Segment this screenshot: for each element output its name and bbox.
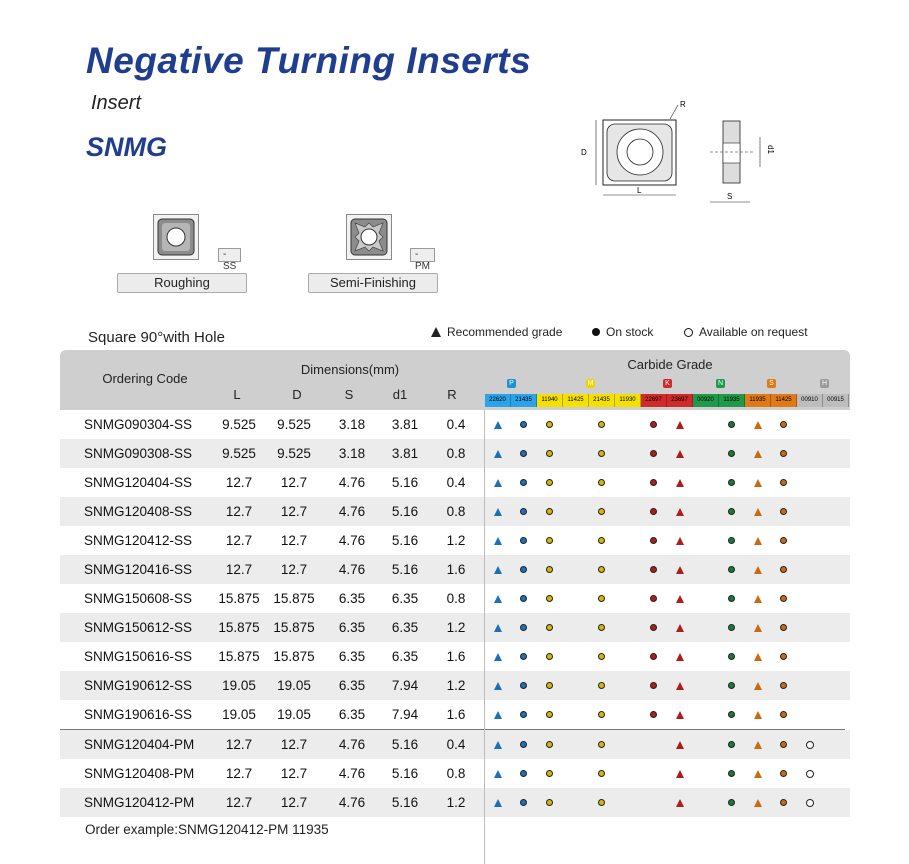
drawing-label-d: D: [581, 148, 587, 157]
on-stock-mark: [647, 534, 660, 547]
recommended-grade-mark: [491, 476, 504, 489]
triangle-icon: [431, 327, 441, 337]
recommended-grade-mark: [673, 534, 686, 547]
recommended-grade-mark: [673, 592, 686, 605]
dim-s-cell: 4.76: [338, 737, 366, 752]
dim-s-cell: 6.35: [338, 707, 366, 722]
recommended-grade-mark: [673, 679, 686, 692]
grade-code-box: 00910: [797, 394, 823, 407]
recommended-grade-mark: [491, 592, 504, 605]
recommended-grade-mark: [751, 738, 764, 751]
on-stock-mark: [543, 418, 556, 431]
recommended-grade-mark: [673, 418, 686, 431]
dim-d1-cell: 7.94: [391, 707, 419, 722]
recommended-grade-mark: [673, 796, 686, 809]
header-dim-s: S: [344, 387, 354, 402]
on-stock-mark: [543, 708, 556, 721]
recommended-grade-mark: [491, 563, 504, 576]
dim-l-cell: 9.525: [222, 446, 256, 461]
on-stock-mark: [517, 534, 530, 547]
on-stock-mark: [543, 592, 556, 605]
on-stock-mark: [647, 418, 660, 431]
dim-r-cell: 1.6: [446, 707, 466, 722]
table-row: [60, 700, 850, 729]
table-row: [60, 671, 850, 700]
on-stock-mark: [777, 708, 790, 721]
grade-code-box: 22697: [641, 394, 667, 407]
table-row: [60, 584, 850, 613]
table-row: [60, 555, 850, 584]
ordering-code-cell: SNMG090304-SS: [84, 417, 193, 432]
on-stock-mark: [777, 418, 790, 431]
on-stock-mark: [517, 767, 530, 780]
semi-finishing-tag: -PM: [410, 248, 435, 262]
on-stock-mark: [725, 476, 738, 489]
header-dim-r: R: [447, 387, 457, 402]
dim-d-cell: 19.05: [277, 707, 311, 722]
recommended-grade-mark: [673, 505, 686, 518]
dim-r-cell: 0.8: [446, 504, 466, 519]
dim-d1-cell: 3.81: [391, 417, 419, 432]
on-stock-mark: [777, 476, 790, 489]
dim-d-cell: 15.875: [273, 649, 315, 664]
grade-group-m-icon: M: [587, 380, 594, 387]
on-stock-mark: [595, 592, 608, 605]
roughing-tag: -SS: [218, 248, 241, 262]
dim-s-cell: 4.76: [338, 766, 366, 781]
dim-l-cell: 15.875: [218, 649, 260, 664]
header-dim-d1: d1: [392, 387, 408, 402]
table-row: [60, 788, 850, 817]
table-row: [60, 439, 850, 468]
recommended-grade-mark: [751, 447, 764, 460]
dim-r-cell: 0.8: [446, 766, 466, 781]
dim-d1-cell: 5.16: [391, 737, 419, 752]
grade-code-box: 00920: [693, 394, 719, 407]
on-stock-mark: [777, 738, 790, 751]
header-dimensions: Dimensions(mm): [300, 362, 400, 377]
dim-d-cell: 9.525: [277, 417, 311, 432]
dim-s-cell: 3.18: [338, 446, 366, 461]
table-row: [60, 497, 850, 526]
dim-s-cell: 4.76: [338, 533, 366, 548]
on-stock-mark: [595, 476, 608, 489]
on-stock-mark: [725, 796, 738, 809]
legend-recommended-label: Recommended grade: [447, 325, 563, 339]
on-request-mark: [803, 796, 816, 809]
order-example: Order example:SNMG120412-PM 11935: [85, 822, 329, 837]
grade-code-box: 11930: [615, 394, 641, 407]
dim-d1-cell: 5.16: [391, 475, 419, 490]
drawing-label-l: L: [637, 186, 642, 195]
grade-group-p-icon: P: [507, 379, 516, 388]
on-stock-mark: [725, 767, 738, 780]
on-stock-mark: [517, 418, 530, 431]
on-stock-mark: [543, 650, 556, 663]
on-stock-mark: [543, 796, 556, 809]
dim-d1-cell: 3.81: [391, 446, 419, 461]
dim-s-cell: 4.76: [338, 562, 366, 577]
dim-d1-cell: 5.16: [391, 504, 419, 519]
dim-s-cell: 6.35: [338, 591, 366, 606]
on-stock-mark: [647, 679, 660, 692]
dim-l-cell: 15.875: [218, 591, 260, 606]
page-subtitle: Insert: [91, 92, 142, 114]
recommended-grade-mark: [491, 534, 504, 547]
inserts-table: [60, 350, 850, 817]
on-stock-mark: [647, 621, 660, 634]
dim-r-cell: 1.2: [446, 795, 466, 810]
grade-code-box: 23697: [667, 394, 693, 407]
on-stock-mark: [595, 796, 608, 809]
dim-d-cell: 12.7: [280, 737, 308, 752]
on-stock-mark: [777, 592, 790, 605]
on-stock-mark: [517, 621, 530, 634]
recommended-grade-mark: [491, 738, 504, 751]
on-stock-mark: [725, 563, 738, 576]
dim-d-cell: 12.7: [280, 766, 308, 781]
on-stock-mark: [595, 679, 608, 692]
header-carbide-grade: Carbide Grade: [627, 357, 713, 372]
on-stock-mark: [777, 563, 790, 576]
on-stock-mark: [595, 563, 608, 576]
on-stock-mark: [777, 650, 790, 663]
on-stock-mark: [647, 476, 660, 489]
dim-r-cell: 0.4: [446, 475, 466, 490]
grade-code-box: 00915: [823, 394, 849, 407]
semi-finishing-insert-image: [346, 214, 392, 260]
recommended-grade-mark: [491, 767, 504, 780]
on-stock-mark: [517, 592, 530, 605]
recommended-grade-mark: [491, 447, 504, 460]
dim-d1-cell: 5.16: [391, 562, 419, 577]
grade-group-h-icon: H: [821, 380, 828, 387]
table-row: [60, 642, 850, 671]
on-stock-mark: [517, 563, 530, 576]
dim-r-cell: 1.6: [446, 562, 466, 577]
ordering-code-cell: SNMG150616-SS: [84, 649, 193, 664]
recommended-grade-mark: [491, 796, 504, 809]
ordering-code-cell: SNMG190612-SS: [84, 678, 193, 693]
dim-d-cell: 15.875: [273, 591, 315, 606]
dim-r-cell: 0.8: [446, 446, 466, 461]
on-stock-mark: [647, 563, 660, 576]
on-stock-mark: [777, 796, 790, 809]
grade-code-box: 11425: [563, 394, 589, 407]
on-stock-mark: [543, 621, 556, 634]
dim-d-cell: 19.05: [277, 678, 311, 693]
table-row: [60, 730, 850, 759]
on-stock-mark: [647, 708, 660, 721]
roughing-label: Roughing: [117, 273, 247, 293]
roughing-insert-image: [153, 214, 199, 260]
dim-d-cell: 12.7: [280, 504, 308, 519]
dim-d-cell: 12.7: [280, 533, 308, 548]
recommended-grade-mark: [673, 767, 686, 780]
dim-d1-cell: 5.16: [391, 766, 419, 781]
on-stock-mark: [543, 738, 556, 751]
ordering-code-cell: SNMG120416-SS: [84, 562, 193, 577]
recommended-grade-mark: [751, 418, 764, 431]
on-stock-mark: [517, 505, 530, 518]
dim-r-cell: 0.4: [446, 737, 466, 752]
on-stock-mark: [595, 505, 608, 518]
dim-l-cell: 12.7: [225, 795, 253, 810]
recommended-grade-mark: [751, 476, 764, 489]
dim-r-cell: 1.2: [446, 620, 466, 635]
drawing-label-d1: d1: [766, 145, 775, 154]
dim-d1-cell: 6.35: [391, 620, 419, 635]
ordering-code-cell: SNMG150608-SS: [84, 591, 193, 606]
on-stock-mark: [595, 447, 608, 460]
recommended-grade-mark: [673, 738, 686, 751]
dim-l-cell: 12.7: [225, 766, 253, 781]
on-stock-mark: [595, 418, 608, 431]
ordering-code-cell: SNMG190616-SS: [84, 707, 193, 722]
dim-r-cell: 1.2: [446, 533, 466, 548]
dim-l-cell: 15.875: [218, 620, 260, 635]
dim-d-cell: 12.7: [280, 562, 308, 577]
recommended-grade-mark: [491, 505, 504, 518]
header-ordering-code: Ordering Code: [102, 371, 188, 386]
on-stock-mark: [543, 476, 556, 489]
ordering-code-cell: SNMG120408-PM: [84, 766, 195, 781]
on-stock-mark: [777, 447, 790, 460]
on-stock-mark: [725, 679, 738, 692]
table-row: [60, 468, 850, 497]
dim-d1-cell: 6.35: [391, 649, 419, 664]
semi-finishing-label: Semi-Finishing: [308, 273, 438, 293]
on-stock-mark: [725, 534, 738, 547]
recommended-grade-mark: [751, 650, 764, 663]
table-row: [60, 613, 850, 642]
on-stock-mark: [777, 505, 790, 518]
on-stock-mark: [647, 447, 660, 460]
table-row: [60, 526, 850, 555]
legend-on-request: [684, 325, 808, 339]
insert-code: SNMG: [86, 132, 167, 162]
dim-s-cell: 4.76: [338, 795, 366, 810]
recommended-grade-mark: [673, 563, 686, 576]
page-title: Negative Turning Inserts: [86, 40, 532, 81]
legend-on-stock-label: On stock: [606, 325, 654, 339]
dim-d1-cell: 5.16: [391, 795, 419, 810]
on-request-mark: [803, 767, 816, 780]
on-stock-mark: [543, 563, 556, 576]
on-stock-mark: [543, 767, 556, 780]
on-stock-mark: [595, 767, 608, 780]
ordering-code-cell: SNMG120408-SS: [84, 504, 193, 519]
header-dim-d: D: [292, 387, 302, 402]
grade-code-box: 11935: [745, 394, 771, 407]
recommended-grade-mark: [751, 796, 764, 809]
recommended-grade-mark: [673, 447, 686, 460]
dim-r-cell: 1.6: [446, 649, 466, 664]
dim-s-cell: 6.35: [338, 678, 366, 693]
grade-code-box: 11935: [719, 394, 745, 407]
on-stock-mark: [647, 650, 660, 663]
recommended-grade-mark: [751, 621, 764, 634]
table-body: [60, 410, 850, 817]
grade-code-strip: [485, 394, 849, 407]
grade-group-k-icon: K: [663, 379, 672, 388]
dim-d-cell: 15.875: [273, 620, 315, 635]
on-stock-mark: [517, 476, 530, 489]
on-stock-mark: [725, 592, 738, 605]
recommended-grade-mark: [751, 534, 764, 547]
recommended-grade-mark: [673, 650, 686, 663]
table-row: [60, 410, 850, 439]
grade-group-s-icon: S: [767, 379, 776, 388]
on-stock-mark: [725, 447, 738, 460]
on-stock-mark: [595, 738, 608, 751]
on-stock-mark: [777, 767, 790, 780]
section-label: Square 90°with Hole: [88, 329, 225, 346]
on-stock-mark: [517, 708, 530, 721]
recommended-grade-mark: [673, 476, 686, 489]
dim-s-cell: 3.18: [338, 417, 366, 432]
legend-on-request-label: Available on request: [699, 325, 808, 339]
recommended-grade-mark: [751, 505, 764, 518]
on-stock-mark: [517, 738, 530, 751]
grade-code-box: 21435: [511, 394, 537, 407]
recommended-grade-mark: [491, 708, 504, 721]
on-stock-mark: [725, 505, 738, 518]
drawing-label-s: S: [727, 192, 733, 201]
dim-l-cell: 12.7: [225, 475, 253, 490]
ordering-code-cell: SNMG120404-PM: [84, 737, 195, 752]
on-stock-mark: [595, 708, 608, 721]
technical-drawing: [570, 95, 800, 210]
dim-d-cell: 9.525: [277, 446, 311, 461]
on-stock-mark: [725, 708, 738, 721]
dim-d1-cell: 5.16: [391, 533, 419, 548]
table-row: [60, 759, 850, 788]
recommended-grade-mark: [751, 679, 764, 692]
dim-d-cell: 12.7: [280, 795, 308, 810]
table-header: [60, 350, 850, 410]
recommended-grade-mark: [751, 767, 764, 780]
recommended-grade-mark: [491, 679, 504, 692]
drawing-label-r: R: [680, 100, 686, 109]
column-divider: [484, 410, 485, 864]
ordering-code-cell: SNMG120412-SS: [84, 533, 193, 548]
grade-code-box: 22620: [485, 394, 511, 407]
grade-code-box: 21435: [589, 394, 615, 407]
header-dim-l: L: [233, 387, 241, 402]
dim-s-cell: 4.76: [338, 475, 366, 490]
recommended-grade-mark: [751, 708, 764, 721]
on-stock-mark: [777, 621, 790, 634]
legend-recommended: [431, 325, 562, 339]
on-stock-mark: [517, 447, 530, 460]
on-request-mark: [803, 738, 816, 751]
dim-l-cell: 9.525: [222, 417, 256, 432]
recommended-grade-mark: [491, 650, 504, 663]
recommended-grade-mark: [673, 621, 686, 634]
recommended-grade-mark: [491, 621, 504, 634]
dim-r-cell: 1.2: [446, 678, 466, 693]
ordering-code-cell: SNMG090308-SS: [84, 446, 193, 461]
ordering-code-cell: SNMG120412-PM: [84, 795, 195, 810]
on-stock-mark: [725, 738, 738, 751]
dim-l-cell: 12.7: [225, 533, 253, 548]
on-stock-mark: [517, 796, 530, 809]
dim-l-cell: 19.05: [222, 707, 256, 722]
dim-l-cell: 12.7: [225, 562, 253, 577]
on-stock-mark: [777, 679, 790, 692]
on-stock-mark: [725, 418, 738, 431]
dim-r-cell: 0.8: [446, 591, 466, 606]
dim-s-cell: 6.35: [338, 649, 366, 664]
recommended-grade-mark: [491, 418, 504, 431]
on-stock-mark: [595, 534, 608, 547]
legend-on-stock: [592, 325, 653, 339]
dim-l-cell: 19.05: [222, 678, 256, 693]
ordering-code-cell: SNMG120404-SS: [84, 475, 193, 490]
on-stock-mark: [517, 679, 530, 692]
recommended-grade-mark: [673, 708, 686, 721]
ordering-code-cell: SNMG150612-SS: [84, 620, 193, 635]
on-stock-mark: [595, 650, 608, 663]
hollow-dot-icon: [684, 328, 693, 337]
on-stock-mark: [543, 679, 556, 692]
on-stock-mark: [543, 534, 556, 547]
dim-d1-cell: 6.35: [391, 591, 419, 606]
on-stock-mark: [595, 621, 608, 634]
recommended-grade-mark: [751, 563, 764, 576]
recommended-grade-mark: [751, 592, 764, 605]
on-stock-mark: [647, 505, 660, 518]
dim-d1-cell: 7.94: [391, 678, 419, 693]
dim-r-cell: 0.4: [446, 417, 466, 432]
filled-dot-icon: [592, 328, 600, 336]
grade-group-n-icon: N: [717, 380, 724, 387]
on-stock-mark: [647, 592, 660, 605]
dim-s-cell: 4.76: [338, 504, 366, 519]
on-stock-mark: [517, 650, 530, 663]
dim-s-cell: 6.35: [338, 620, 366, 635]
grade-code-box: 11425: [771, 394, 797, 407]
on-stock-mark: [543, 447, 556, 460]
on-stock-mark: [777, 534, 790, 547]
on-stock-mark: [543, 505, 556, 518]
on-stock-mark: [725, 621, 738, 634]
dim-l-cell: 12.7: [225, 504, 253, 519]
dim-d-cell: 12.7: [280, 475, 308, 490]
grade-code-box: 11940: [537, 394, 563, 407]
on-stock-mark: [725, 650, 738, 663]
dim-l-cell: 12.7: [225, 737, 253, 752]
